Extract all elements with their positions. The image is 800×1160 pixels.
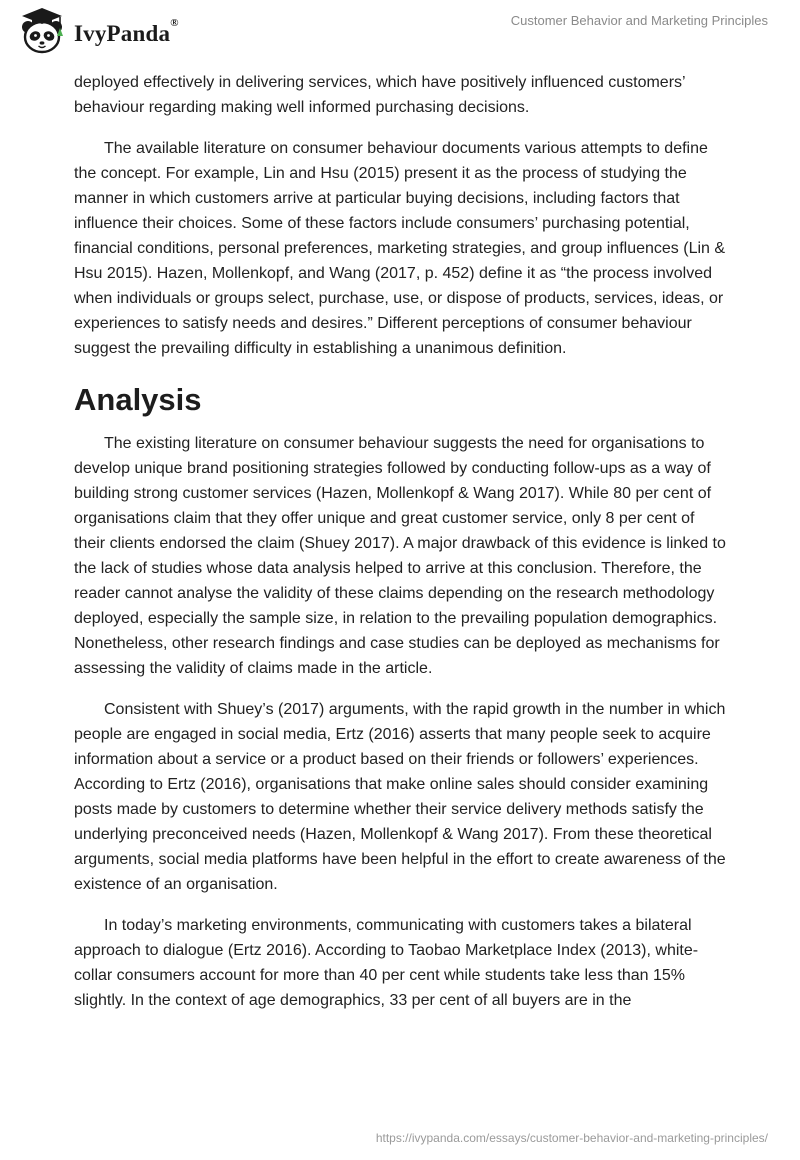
ivypanda-logo[interactable] (16, 6, 179, 56)
paragraph: The existing literature on consumer behaviour suggests the need for organisations to develop unique brand positioning strategies followed by conducting follow-ups as a way of building strong customer services (Hazen, Mollenkopf & Wang 2017). While 80 per cent of organisations claim that they offer unique and great customer service, only 8 per cent of their clients endorsed the claim (Shuey 2017). A major drawback of this evidence is linked to the lack of studies whose data analysis helped to arrive at this conclusion. Therefore, the reader cannot analyse the validity of these claims depending on the research methodology deployed, especially the sample size, in relation to the prevailing population demographics. Nonetheless, other research findings and case studies can be deployed as mechanisms for assessing the validity of claims made in the article. (74, 435, 726, 677)
section-heading-analysis: Analysis (74, 382, 202, 417)
source-url[interactable]: https://ivypanda.com/essays/customer-behavior-and-marketing-principles/ (375, 1131, 768, 1145)
panda-graduation-cap-icon (16, 6, 68, 56)
paragraph: The available literature on consumer behaviour documents various attempts to define the concept. For example, Lin and Hsu (2015) present it as the process of studying the manner in which customers arrive at particular buying decisions, including factors that influence their choices. Some of these factors include consumers’ purchasing potential, financial conditions, personal preferences, marketing strategies, and group influences (Lin & Hsu 2015). Hazen, Mollenkopf, and Wang (2017, p. 452) define it as “the process involved when individuals or groups select, purchase, use, or dispose of products, services, ideas, or experiences to satisfy needs and desires.” Different perceptions of consumer behaviour suggest the prevailing difficulty in establishing a unanimous definition. (74, 140, 726, 357)
document-title: Customer Behavior and Marketing Principles (510, 13, 768, 28)
page-header (0, 0, 800, 68)
paragraph: In today’s marketing environments, communicating with customers takes a bilateral approach to dialogue (Ertz 2016). According to Taobao Marketplace Index (2013), white-collar consumers account for more than 40 per cent while students take less than 15% slightly. In the context of age demographics, 33 per cent of all buyers are in the (74, 917, 699, 1009)
paragraph: deployed effectively in delivering services, which have positively influenced customers’ behaviour regarding making well informed purchasing decisions. (74, 74, 685, 116)
paragraph: Consistent with Shuey’s (2017) arguments, with the rapid growth in the number in which people are engaged in social media, Ertz (2016) asserts that many people seek to acquire information about a service or a product based on their friends or followers’ experiences. According to Ertz (2016), organisations that make online sales should consider examining posts made by customers to determine whether their service delivery methods satisfy the underlying preconceived needs (Hazen, Mollenkopf & Wang 2017). From these theoretical arguments, social media platforms have been helpful in the effort to create awareness of the existence of an organisation. (74, 701, 726, 893)
registered-mark: ® (170, 17, 179, 30)
brand-name-text: IvyPanda (74, 21, 171, 46)
brand-name (74, 17, 179, 47)
essay-body (74, 70, 730, 1029)
